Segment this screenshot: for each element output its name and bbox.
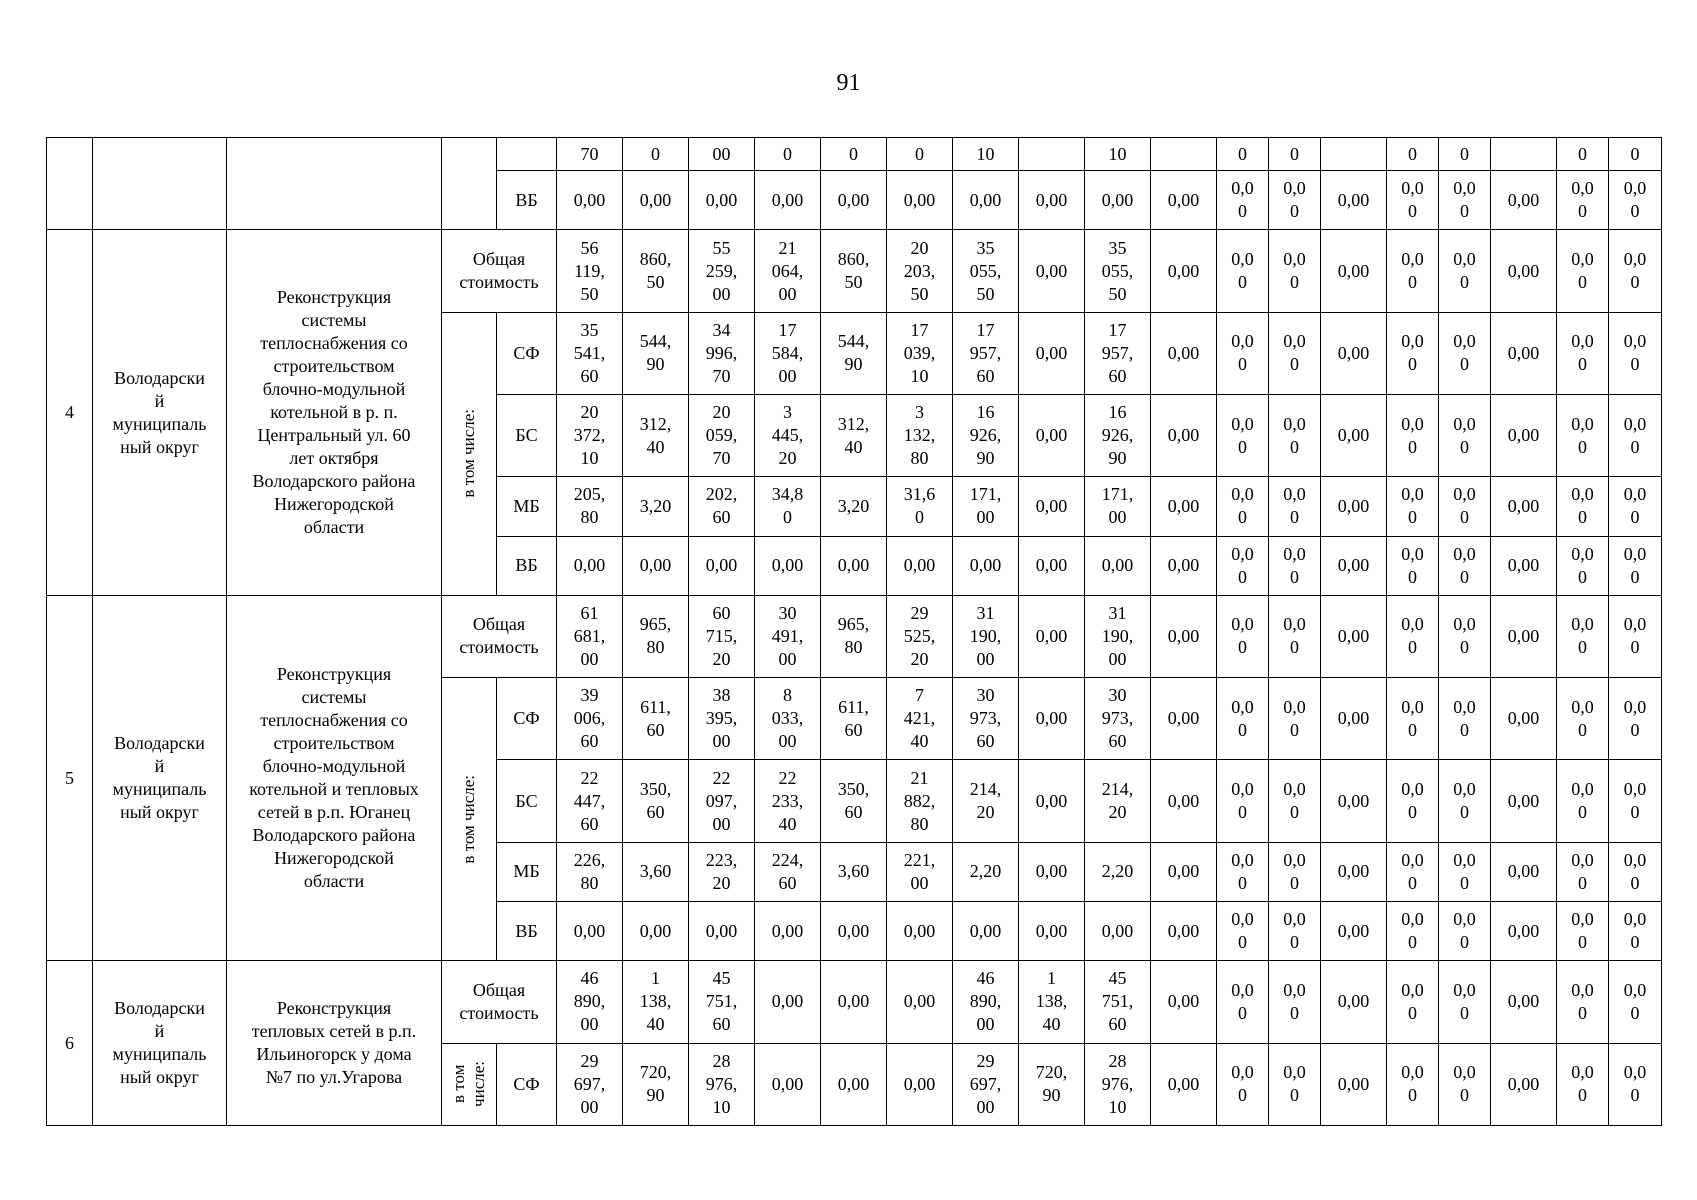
value-cell: 0 (1387, 138, 1439, 171)
value-cell: 0,0 0 (1557, 902, 1609, 961)
value-cell: 0,0 0 (1387, 902, 1439, 961)
table-row (47, 138, 1662, 171)
value-cell: 56 119, 50 (557, 230, 623, 312)
total-cost-label: Общая стоимость (442, 230, 557, 312)
value-cell: 20 059, 70 (689, 395, 755, 477)
value-cell: 0,00 (1321, 902, 1387, 961)
value-cell: 0,00 (1321, 678, 1387, 760)
value-cell: 226, 80 (557, 842, 623, 901)
district-cell (93, 138, 227, 230)
value-cell: 0,0 0 (1609, 842, 1662, 901)
including-label (442, 1043, 497, 1125)
value-cell: 0,00 (887, 536, 953, 595)
value-cell: 0,0 0 (1269, 230, 1321, 312)
value-cell: 0,00 (1019, 395, 1085, 477)
value-cell: 0,00 (1321, 595, 1387, 677)
value-cell: 0,00 (755, 171, 821, 230)
value-cell: 0,0 0 (1439, 477, 1491, 536)
value-cell: 0,00 (887, 171, 953, 230)
value-cell: 0,00 (623, 171, 689, 230)
value-cell: 8 033, 00 (755, 678, 821, 760)
value-cell: 0,0 0 (1387, 760, 1439, 842)
value-cell: 0,0 0 (1387, 477, 1439, 536)
value-cell: 0,00 (1491, 477, 1557, 536)
value-cell: 35 055, 50 (953, 230, 1019, 312)
value-cell (1321, 138, 1387, 171)
value-cell: 28 976, 10 (689, 1043, 755, 1125)
fund-cell: МБ (497, 477, 557, 536)
value-cell: 31 190, 00 (953, 595, 1019, 677)
value-cell: 720, 90 (1019, 1043, 1085, 1125)
value-cell: 0,00 (755, 1043, 821, 1125)
value-cell: 0,0 0 (1269, 1043, 1321, 1125)
value-cell: 0,00 (1151, 595, 1217, 677)
value-cell: 0,0 0 (1217, 595, 1269, 677)
fund-cell: СФ (497, 1043, 557, 1125)
value-cell: 0,0 0 (1557, 678, 1609, 760)
number-cell: 5 (47, 595, 93, 960)
value-cell: 0,00 (1491, 902, 1557, 961)
value-cell: 0,00 (1321, 395, 1387, 477)
value-cell: 21 064, 00 (755, 230, 821, 312)
value-cell: 70 (557, 138, 623, 171)
value-cell: 0,0 0 (1609, 1043, 1662, 1125)
value-cell: 0,0 0 (1269, 678, 1321, 760)
value-cell: 0,00 (1019, 230, 1085, 312)
value-cell: 0,00 (1321, 477, 1387, 536)
value-cell: 0,0 0 (1609, 536, 1662, 595)
value-cell: 0,00 (1491, 678, 1557, 760)
value-cell: 16 926, 90 (1085, 395, 1151, 477)
value-cell: 0,0 0 (1609, 395, 1662, 477)
value-cell: 0,0 0 (1269, 312, 1321, 394)
including-text: в том числе: (459, 774, 478, 864)
value-cell: 0,00 (1019, 678, 1085, 760)
value-cell: 0,00 (1321, 536, 1387, 595)
fund-cell: СФ (497, 312, 557, 394)
project-name-cell: Реконструкция системы теплоснабжения со строительством блочно-модульной котельной и тепловых сетей в р.п. Юганец Володарского района Нижегородской области (227, 595, 442, 960)
including-label (442, 678, 497, 961)
fund-cell: ВБ (497, 171, 557, 230)
value-cell: 0,00 (1151, 842, 1217, 901)
value-cell: 2,20 (953, 842, 1019, 901)
value-cell: 1 138, 40 (1019, 961, 1085, 1043)
value-cell: 0,0 0 (1217, 760, 1269, 842)
value-cell: 0 (1439, 138, 1491, 171)
value-cell: 0,00 (689, 902, 755, 961)
value-cell: 0,00 (1151, 902, 1217, 961)
value-cell: 0,0 0 (1217, 395, 1269, 477)
value-cell: 0,00 (1321, 961, 1387, 1043)
value-cell: 0,00 (887, 1043, 953, 1125)
value-cell (1151, 138, 1217, 171)
value-cell: 0,0 0 (1387, 536, 1439, 595)
fund-cell: БС (497, 395, 557, 477)
value-cell: 0,00 (821, 536, 887, 595)
value-cell: 860, 50 (821, 230, 887, 312)
value-cell: 0,0 0 (1217, 961, 1269, 1043)
value-cell: 350, 60 (821, 760, 887, 842)
value-cell: 214, 20 (953, 760, 1019, 842)
value-cell: 720, 90 (623, 1043, 689, 1125)
value-cell: 28 976, 10 (1085, 1043, 1151, 1125)
value-cell: 0,0 0 (1217, 536, 1269, 595)
value-cell: 7 421, 40 (887, 678, 953, 760)
value-cell: 0,0 0 (1217, 842, 1269, 901)
value-cell: 0,0 0 (1387, 1043, 1439, 1125)
value-cell: 0,0 0 (1217, 1043, 1269, 1125)
value-cell: 0,00 (1491, 1043, 1557, 1125)
value-cell: 0,00 (1019, 760, 1085, 842)
value-cell: 60 715, 20 (689, 595, 755, 677)
project-name-cell: Реконструкция тепловых сетей в р.п. Ильиногорск у дома №7 по ул.Угарова (227, 961, 442, 1126)
value-cell: 0,0 0 (1609, 595, 1662, 677)
value-cell: 0,0 0 (1387, 171, 1439, 230)
value-cell: 0,0 0 (1557, 536, 1609, 595)
fund-cell: ВБ (497, 902, 557, 961)
value-cell: 0,0 0 (1557, 171, 1609, 230)
value-cell: 221, 00 (887, 842, 953, 901)
value-cell: 0,0 0 (1609, 312, 1662, 394)
value-cell: 0,00 (1151, 171, 1217, 230)
table-row (47, 961, 1662, 1043)
number-cell: 4 (47, 230, 93, 595)
value-cell: 312, 40 (821, 395, 887, 477)
value-cell: 224, 60 (755, 842, 821, 901)
value-cell: 46 890, 00 (557, 961, 623, 1043)
value-cell: 0,00 (1085, 171, 1151, 230)
value-cell: 0,00 (1321, 230, 1387, 312)
value-cell: 965, 80 (821, 595, 887, 677)
value-cell: 0,0 0 (1269, 595, 1321, 677)
value-cell: 0,0 0 (1387, 230, 1439, 312)
including-cell (442, 138, 497, 230)
value-cell: 0,00 (1151, 678, 1217, 760)
value-cell: 0,00 (1321, 1043, 1387, 1125)
total-cost-label: Общая стоимость (442, 961, 557, 1043)
table-row (47, 230, 1662, 312)
value-cell: 0,00 (557, 536, 623, 595)
value-cell: 21 882, 80 (887, 760, 953, 842)
value-cell: 0,0 0 (1269, 395, 1321, 477)
number-cell (47, 138, 93, 230)
value-cell: 0,0 0 (1217, 902, 1269, 961)
value-cell: 0,0 0 (1439, 961, 1491, 1043)
value-cell: 0,00 (821, 902, 887, 961)
value-cell: 171, 00 (953, 477, 1019, 536)
value-cell: 34,8 0 (755, 477, 821, 536)
value-cell: 30 973, 60 (1085, 678, 1151, 760)
including-text: в том числе: (459, 409, 478, 499)
value-cell: 0,00 (1151, 477, 1217, 536)
value-cell: 611, 60 (623, 678, 689, 760)
value-cell: 0,00 (1019, 312, 1085, 394)
value-cell: 0,00 (1085, 902, 1151, 961)
value-cell: 0 (887, 138, 953, 171)
value-cell: 0,00 (1151, 536, 1217, 595)
fund-cell: МБ (497, 842, 557, 901)
value-cell: 0,00 (1491, 595, 1557, 677)
including-label (442, 312, 497, 595)
value-cell: 38 395, 00 (689, 678, 755, 760)
value-cell: 0,00 (1491, 171, 1557, 230)
value-cell: 0,00 (1151, 395, 1217, 477)
value-cell: 0,00 (953, 536, 1019, 595)
value-cell: 0,0 0 (1387, 678, 1439, 760)
value-cell: 223, 20 (689, 842, 755, 901)
value-cell: 544, 90 (821, 312, 887, 394)
value-cell: 0,0 0 (1439, 171, 1491, 230)
value-cell: 17 957, 60 (1085, 312, 1151, 394)
value-cell (1491, 138, 1557, 171)
value-cell: 0,0 0 (1439, 902, 1491, 961)
value-cell: 0,0 0 (1609, 902, 1662, 961)
value-cell: 205, 80 (557, 477, 623, 536)
value-cell: 0,00 (623, 902, 689, 961)
value-cell: 611, 60 (821, 678, 887, 760)
value-cell: 0,0 0 (1557, 1043, 1609, 1125)
value-cell: 0,0 0 (1439, 312, 1491, 394)
value-cell: 544, 90 (623, 312, 689, 394)
value-cell: 0,0 0 (1439, 760, 1491, 842)
value-cell: 0,00 (1019, 477, 1085, 536)
value-cell: 3 445, 20 (755, 395, 821, 477)
value-cell: 214, 20 (1085, 760, 1151, 842)
value-cell: 0,0 0 (1217, 230, 1269, 312)
value-cell: 10 (1085, 138, 1151, 171)
value-cell: 0,0 0 (1439, 536, 1491, 595)
value-cell: 1 138, 40 (623, 961, 689, 1043)
value-cell: 860, 50 (623, 230, 689, 312)
value-cell: 29 697, 00 (953, 1043, 1019, 1125)
value-cell: 0,00 (1491, 961, 1557, 1043)
value-cell: 0,0 0 (1439, 1043, 1491, 1125)
value-cell: 0,00 (1321, 171, 1387, 230)
value-cell: 0,00 (1491, 395, 1557, 477)
total-cost-label: Общая стоимость (442, 595, 557, 677)
value-cell: 0,0 0 (1557, 760, 1609, 842)
value-cell: 10 (953, 138, 1019, 171)
value-cell: 0 (1609, 138, 1662, 171)
value-cell: 0,0 0 (1557, 842, 1609, 901)
value-cell: 0,0 0 (1387, 595, 1439, 677)
value-cell: 22 447, 60 (557, 760, 623, 842)
value-cell: 0,0 0 (1557, 595, 1609, 677)
value-cell: 0,00 (755, 961, 821, 1043)
value-cell: 17 584, 00 (755, 312, 821, 394)
value-cell: 61 681, 00 (557, 595, 623, 677)
value-cell (1019, 138, 1085, 171)
value-cell: 0,0 0 (1609, 961, 1662, 1043)
value-cell: 0,00 (755, 536, 821, 595)
value-cell: 00 (689, 138, 755, 171)
value-cell: 0,00 (1491, 536, 1557, 595)
value-cell: 0,0 0 (1269, 842, 1321, 901)
value-cell: 0,0 0 (1609, 760, 1662, 842)
value-cell: 0,0 0 (1609, 230, 1662, 312)
value-cell: 3,60 (623, 842, 689, 901)
value-cell: 0,0 0 (1439, 230, 1491, 312)
value-cell: 0,0 0 (1269, 760, 1321, 842)
value-cell: 0,00 (755, 902, 821, 961)
value-cell: 22 097, 00 (689, 760, 755, 842)
value-cell: 39 006, 60 (557, 678, 623, 760)
value-cell: 0,0 0 (1557, 961, 1609, 1043)
value-cell: 0,0 0 (1269, 902, 1321, 961)
value-cell: 0,0 0 (1217, 171, 1269, 230)
value-cell: 0,00 (1151, 961, 1217, 1043)
value-cell: 0,00 (821, 1043, 887, 1125)
value-cell: 0,00 (1491, 230, 1557, 312)
value-cell: 0,00 (689, 171, 755, 230)
value-cell: 20 372, 10 (557, 395, 623, 477)
value-cell: 0,0 0 (1439, 395, 1491, 477)
value-cell: 0,00 (1019, 536, 1085, 595)
value-cell: 0 (623, 138, 689, 171)
including-text: в том числе: (449, 1061, 488, 1108)
value-cell: 0,0 0 (1269, 477, 1321, 536)
fund-cell (497, 138, 557, 171)
value-cell: 30 973, 60 (953, 678, 1019, 760)
value-cell: 0,0 0 (1439, 595, 1491, 677)
value-cell: 0,0 0 (1557, 477, 1609, 536)
value-cell: 0 (821, 138, 887, 171)
value-cell: 0,00 (887, 902, 953, 961)
value-cell: 0,00 (1321, 842, 1387, 901)
value-cell: 312, 40 (623, 395, 689, 477)
value-cell: 0,00 (887, 961, 953, 1043)
district-cell: Володарски й муниципаль ный округ (93, 230, 227, 595)
table-row (47, 595, 1662, 677)
value-cell: 16 926, 90 (953, 395, 1019, 477)
value-cell: 3,20 (821, 477, 887, 536)
value-cell: 3 132, 80 (887, 395, 953, 477)
value-cell: 0,00 (1491, 312, 1557, 394)
value-cell: 0,00 (1019, 595, 1085, 677)
page-number: 91 (836, 70, 861, 96)
value-cell: 0,00 (1151, 1043, 1217, 1125)
value-cell: 22 233, 40 (755, 760, 821, 842)
value-cell: 0,00 (953, 902, 1019, 961)
value-cell: 17 039, 10 (887, 312, 953, 394)
value-cell: 0,00 (557, 902, 623, 961)
budget-table (46, 137, 1662, 1126)
value-cell: 350, 60 (623, 760, 689, 842)
value-cell: 0,0 0 (1557, 230, 1609, 312)
value-cell: 29 525, 20 (887, 595, 953, 677)
value-cell: 3,20 (623, 477, 689, 536)
value-cell: 0,00 (623, 536, 689, 595)
value-cell: 20 203, 50 (887, 230, 953, 312)
value-cell: 0 (1217, 138, 1269, 171)
value-cell: 0,0 0 (1217, 477, 1269, 536)
value-cell: 0,00 (1491, 842, 1557, 901)
value-cell: 0,00 (557, 171, 623, 230)
value-cell: 46 890, 00 (953, 961, 1019, 1043)
value-cell: 0,0 0 (1387, 961, 1439, 1043)
value-cell: 29 697, 00 (557, 1043, 623, 1125)
value-cell: 0,0 0 (1609, 477, 1662, 536)
value-cell: 17 957, 60 (953, 312, 1019, 394)
value-cell: 0 (1557, 138, 1609, 171)
value-cell: 0,0 0 (1557, 312, 1609, 394)
project-name-cell (227, 138, 442, 230)
fund-cell: БС (497, 760, 557, 842)
value-cell: 0,00 (1321, 760, 1387, 842)
project-name-cell: Реконструкция системы теплоснабжения со строительством блочно-модульной котельной в р. п. Центральный ул. 60 лет октября Володарского района Нижегородской области (227, 230, 442, 595)
value-cell: 0,0 0 (1269, 961, 1321, 1043)
value-cell: 965, 80 (623, 595, 689, 677)
value-cell: 0,0 0 (1557, 395, 1609, 477)
value-cell: 0,00 (1151, 312, 1217, 394)
value-cell: 0,0 0 (1217, 312, 1269, 394)
value-cell: 171, 00 (1085, 477, 1151, 536)
value-cell: 34 996, 70 (689, 312, 755, 394)
value-cell: 0,0 0 (1609, 678, 1662, 760)
value-cell: 0,0 0 (1387, 312, 1439, 394)
value-cell: 31,6 0 (887, 477, 953, 536)
value-cell: 0,00 (1085, 536, 1151, 595)
value-cell: 0,00 (689, 536, 755, 595)
value-cell: 0,00 (1321, 312, 1387, 394)
value-cell: 0,0 0 (1269, 536, 1321, 595)
value-cell: 0 (755, 138, 821, 171)
value-cell: 0,0 0 (1387, 395, 1439, 477)
value-cell: 0,00 (821, 961, 887, 1043)
number-cell: 6 (47, 961, 93, 1126)
value-cell: 0 (1269, 138, 1321, 171)
value-cell: 3,60 (821, 842, 887, 901)
value-cell: 30 491, 00 (755, 595, 821, 677)
value-cell: 0,0 0 (1609, 171, 1662, 230)
value-cell: 35 055, 50 (1085, 230, 1151, 312)
value-cell: 55 259, 00 (689, 230, 755, 312)
value-cell: 2,20 (1085, 842, 1151, 901)
value-cell: 35 541, 60 (557, 312, 623, 394)
value-cell: 0,00 (1491, 760, 1557, 842)
value-cell: 0,00 (953, 171, 1019, 230)
value-cell: 0,0 0 (1269, 171, 1321, 230)
value-cell: 0,00 (1019, 842, 1085, 901)
district-cell: Володарски й муниципаль ный округ (93, 595, 227, 960)
value-cell: 0,00 (1019, 902, 1085, 961)
value-cell: 202, 60 (689, 477, 755, 536)
fund-cell: СФ (497, 678, 557, 760)
value-cell: 0,00 (1151, 230, 1217, 312)
value-cell: 0,00 (1151, 760, 1217, 842)
value-cell: 45 751, 60 (1085, 961, 1151, 1043)
fund-cell: ВБ (497, 536, 557, 595)
value-cell: 0,0 0 (1387, 842, 1439, 901)
value-cell: 45 751, 60 (689, 961, 755, 1043)
value-cell: 0,00 (1019, 171, 1085, 230)
value-cell: 0,0 0 (1439, 842, 1491, 901)
value-cell: 0,0 0 (1217, 678, 1269, 760)
value-cell: 0,00 (821, 171, 887, 230)
district-cell: Володарски й муниципаль ный округ (93, 961, 227, 1126)
value-cell: 31 190, 00 (1085, 595, 1151, 677)
value-cell: 0,0 0 (1439, 678, 1491, 760)
